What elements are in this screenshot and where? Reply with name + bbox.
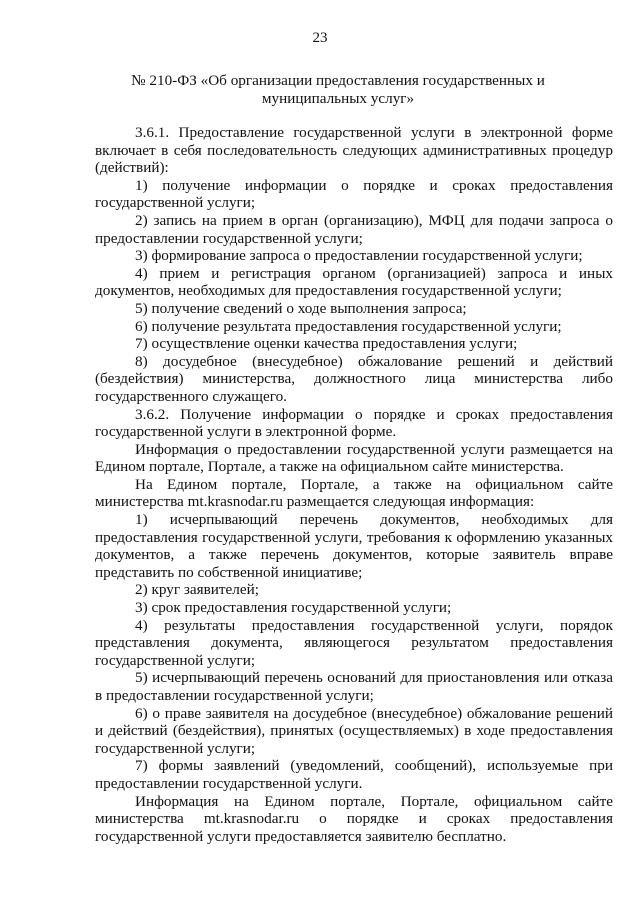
list-item: 3) формирование запроса о предоставлении государственной услуги; [135, 247, 583, 265]
list-item: 6) получение результата предоставления государственной услуги; [135, 317, 562, 335]
list-item: 2) запись на прием в орган (организацию), МФЦ для подачи запроса о предоставлении государственной услуги; [95, 211, 613, 247]
list-item: 8) досудебное (внесудебное) обжалование решений и действий (бездействия) министерства, должностного лица министерства либо государственного служащего. [95, 352, 613, 405]
list-item: 7) формы заявлений (уведомлений, сообщений), используемые при предоставлении государственной услуги. [95, 757, 613, 792]
list-item: 6) о праве заявителя на досудебное (внесудебное) обжалование решений и действий (бездействия), принятых (осуществляемых) в ходе предоставления государственной услуги; [95, 704, 613, 757]
paragraph: 3.6.1. Предоставление государственной услуги в электронной форме включает в себя последовательность следующих административных процедур (действий): [95, 124, 613, 177]
list-item: 1) получение информации о порядке и сроках предоставления государственной услуги; [95, 176, 613, 212]
page-number: 23 [312, 30, 328, 46]
paragraph: Информация о предоставлении государственной услуги размещается на Едином портале, Портале, а также на официальном сайте министерства. [95, 440, 613, 476]
list-item: 3) срок предоставления государственной услуги; [135, 599, 452, 617]
list-item: 2) круг заявителей; [135, 581, 259, 599]
list-item: 4) прием и регистрация органом (организацией) запроса и иных документов, необходимых для предоставления государственной услуги; [95, 264, 613, 300]
paragraph: На Едином портале, Портале, а также на официальном сайте министерства mt.krasnodar.ru размещается следующая информация: [95, 475, 613, 511]
list-item: 1) исчерпывающий перечень документов, необходимых для предоставления государственной услуги, требования к оформлению указанных документов, а также перечень документов, которые заявитель вправе представить по собственной инициативе; [95, 511, 613, 581]
document-title: № 210-ФЗ «Об организации предоставления государственных и муниципальных услуг» [131, 72, 545, 107]
list-item: 7) осуществление оценки качества предоставления услуги; [135, 335, 518, 353]
list-item: 4) результаты предоставления государственной услуги, порядок представления документа, являющегося результатом предоставления государственной услуги; [95, 616, 613, 669]
paragraph: Информация на Едином портале, Портале, официальном сайте министерства mt.krasnodar.ru о порядке и сроках предоставления государственной услуги предоставляется заявителю бесплатно. [95, 792, 613, 845]
document-body [95, 124, 613, 845]
paragraph: 3.6.2. Получение информации о порядке и сроках предоставления государственной услуги в электронной форме. [95, 405, 613, 441]
list-item: 5) получение сведений о ходе выполнения запроса; [135, 299, 467, 317]
list-item: 5) исчерпывающий перечень оснований для приостановления или отказа в предоставлении государственной услуги; [95, 669, 613, 704]
